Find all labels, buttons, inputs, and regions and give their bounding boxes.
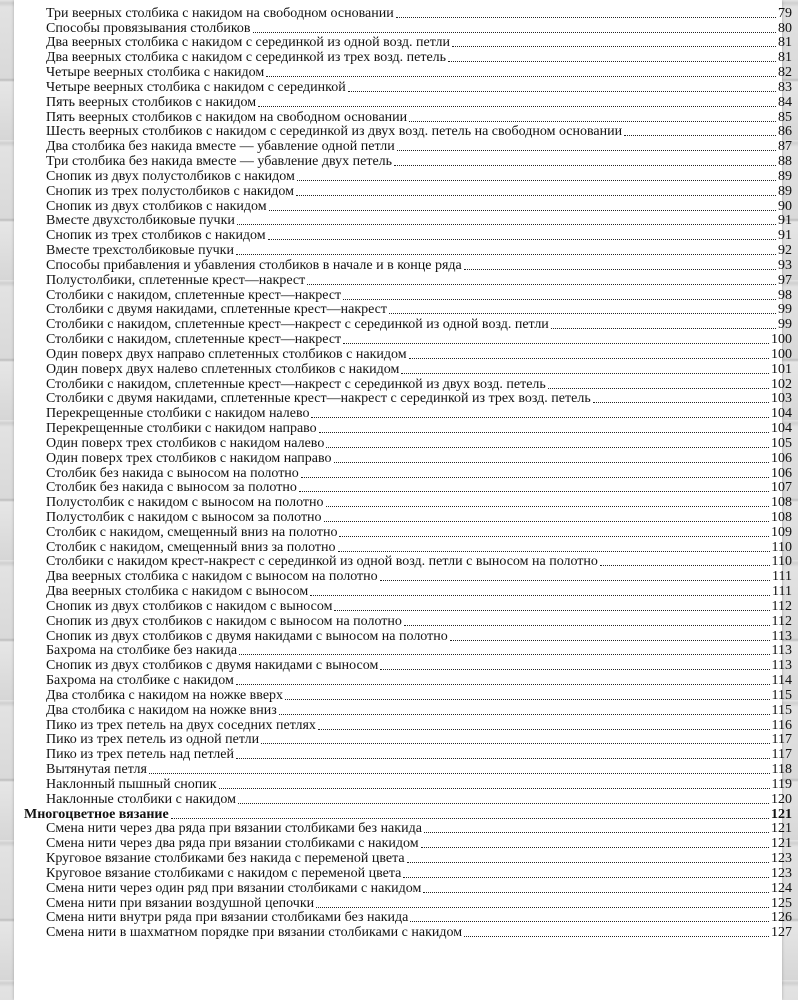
toc-entry[interactable] — [46, 822, 792, 837]
toc-entry-page: 113 — [771, 643, 792, 659]
toc-entry-page: 79 — [778, 5, 792, 21]
toc-entry-title: Столбик с накидом, смещенный вниз за полотно — [46, 539, 336, 555]
dot-leader — [258, 105, 776, 107]
toc-entry[interactable] — [46, 214, 792, 229]
toc-entry-title: Бахрома на столбике с накидом — [46, 673, 234, 689]
toc-entry-title: Снопик из двух столбиков с накидом с выносом — [46, 598, 333, 614]
dot-leader — [239, 653, 769, 655]
dot-leader — [316, 906, 769, 908]
toc-entry-page: 99 — [778, 317, 792, 333]
toc-entry-page: 108 — [771, 509, 792, 525]
dot-leader — [409, 120, 776, 122]
dot-leader — [253, 31, 776, 33]
toc-entry[interactable] — [46, 288, 792, 303]
toc-entry-title: Столбики с накидом, сплетенные крест—накрест — [46, 332, 342, 348]
dot-leader — [319, 431, 769, 433]
dot-leader — [551, 327, 776, 329]
toc-entry-title: Два столбика с накидом на ножке вверх — [46, 687, 284, 703]
dot-leader — [348, 90, 776, 92]
toc-entry-page: 87 — [778, 139, 792, 155]
toc-entry-title: Два столбика без накида вместе — убавление одной петли — [46, 139, 395, 155]
toc-entry-page: 121 — [771, 821, 792, 837]
toc-entry-title: Вместе двухстолбиковые пучки — [46, 213, 235, 229]
toc-entry-page: 101 — [771, 361, 792, 377]
toc-entry-title: Смена нити при вязании воздушной цепочки — [46, 895, 315, 911]
toc-entry-title: Наклонный пышный снопик — [46, 776, 217, 792]
toc-entry[interactable] — [46, 184, 792, 199]
dot-leader — [421, 846, 769, 848]
toc-entry[interactable] — [46, 406, 792, 421]
toc-entry[interactable] — [46, 21, 792, 36]
dot-leader — [389, 312, 776, 314]
dot-leader — [410, 920, 769, 922]
toc-entry-page: 124 — [771, 880, 792, 896]
toc-entry-title: Вместе трехстолбиковые пучки — [46, 243, 234, 259]
toc-entry-title: Смена нити через два ряда при вязании столбиками с накидом — [46, 836, 419, 852]
dot-leader — [424, 831, 769, 833]
toc-entry[interactable] — [46, 644, 792, 659]
toc-entry-page: 109 — [771, 524, 792, 540]
toc-entry[interactable] — [46, 866, 792, 881]
dot-leader — [396, 16, 776, 18]
toc-entry-title: Полустолбик с накидом с выносом на полотно — [46, 495, 324, 511]
toc-entry[interactable] — [46, 614, 792, 629]
toc-entry[interactable] — [46, 747, 792, 762]
toc-entry[interactable] — [46, 525, 792, 540]
toc-entry-title: Два веерных столбика с накидом с серединкой из одной возд. петли — [46, 35, 450, 51]
dot-leader — [593, 401, 769, 403]
toc-entry-page: 102 — [771, 376, 792, 392]
dot-leader — [301, 476, 769, 478]
toc-entry[interactable] — [46, 495, 792, 510]
toc-entry-title: Два веерных столбика с накидом с серединкой из трех возд. петель — [46, 50, 447, 66]
toc-entry-title: Два веерных столбика с накидом с выносом на полотно — [46, 569, 378, 585]
toc-entry-page: 104 — [771, 406, 792, 422]
dot-leader — [279, 713, 770, 715]
toc-entry-title: Снопик из трех полустолбиков с накидом — [46, 183, 294, 199]
toc-entry-title: Снопик из двух столбиков с двумя накидами с выносом на полотно — [46, 628, 448, 644]
dot-leader — [450, 639, 770, 641]
dot-leader — [324, 520, 769, 522]
dot-leader — [403, 876, 769, 878]
toc-entry[interactable] — [46, 792, 792, 807]
toc-entry-title: Столбик без накида с выносом на полотно — [46, 465, 299, 481]
toc-entry-title: Три столбика без накида вместе — убавление двух петель — [46, 154, 393, 170]
toc-entry[interactable] — [46, 347, 792, 362]
toc-entry-page: 117 — [771, 732, 792, 748]
dot-leader — [311, 416, 769, 418]
toc-entry[interactable] — [46, 911, 792, 926]
toc-entry-page: 112 — [771, 598, 792, 614]
toc-entry-page: 93 — [778, 257, 792, 273]
toc-entry-title: Столбики с двумя накидами, сплетенные крест—накрест с серединкой из трех возд. петель — [46, 391, 591, 407]
toc-entry-title: Шесть веерных столбиков с накидом с серединкой из двух возд. петель на свободном основании — [46, 124, 623, 140]
toc-entry[interactable] — [46, 777, 792, 792]
toc-entry-title: Пять веерных столбиков с накидом на свободном основании — [46, 109, 408, 125]
dot-leader — [261, 742, 769, 744]
toc-entry[interactable] — [46, 836, 792, 851]
toc-entry-title: Столбики с накидом, сплетенные крест—накрест с серединкой из одной возд. петли — [46, 317, 549, 333]
dot-leader — [307, 283, 776, 285]
dot-leader — [326, 446, 769, 448]
dot-leader — [171, 817, 769, 819]
toc-entry-page: 83 — [778, 79, 792, 95]
toc-entry[interactable] — [46, 199, 792, 214]
dot-leader — [394, 164, 776, 166]
toc-entry-page: 108 — [771, 495, 792, 511]
toc-entry[interactable] — [46, 362, 792, 377]
dot-leader — [334, 461, 769, 463]
toc-entry[interactable] — [46, 6, 792, 21]
toc-entry-page: 82 — [778, 65, 792, 81]
toc-entry[interactable] — [46, 95, 792, 110]
dot-leader — [464, 935, 769, 937]
toc-entry[interactable] — [46, 65, 792, 80]
toc-entry[interactable] — [46, 436, 792, 451]
dot-leader — [338, 550, 770, 552]
toc-entry-page: 91 — [778, 213, 792, 229]
toc-entry-page: 89 — [778, 183, 792, 199]
toc-entry-title: Снопик из двух столбиков с накидом с выносом на полотно — [46, 613, 402, 629]
dot-leader — [409, 357, 769, 359]
dot-leader — [326, 505, 769, 507]
toc-entry-title: Три веерных столбика с накидом на свободном основании — [46, 5, 394, 21]
toc-entry-page: 125 — [771, 895, 792, 911]
toc-entry-page: 127 — [771, 925, 792, 941]
toc-entry[interactable] — [46, 896, 792, 911]
toc-entry-title: Один поверх двух направо сплетенных столбиков с накидом — [46, 346, 407, 362]
toc-entry[interactable] — [46, 881, 792, 896]
dot-leader — [380, 579, 770, 581]
toc-entry-title: Смена нити внутри ряда при вязании столбиками без накида — [46, 910, 409, 926]
toc-entry-page: 112 — [771, 613, 792, 629]
toc-entry[interactable] — [46, 377, 792, 392]
toc-entry-title: Пико из трех петель из одной петли — [46, 732, 260, 748]
toc-entry-page: 86 — [778, 124, 792, 140]
toc-entry-page: 98 — [778, 287, 792, 303]
toc-entry-page: 121 — [771, 836, 792, 852]
toc-entry-title: Круговое вязание столбиками с накидом с переменой цвета — [46, 865, 402, 881]
toc-entry-title: Способы провязывания столбиков — [46, 20, 251, 36]
dot-leader — [269, 209, 776, 211]
toc-entry-page: 115 — [771, 687, 792, 703]
toc-entry-title: Столбики с накидом, сплетенные крест—накрест — [46, 287, 342, 303]
toc-entry[interactable] — [46, 110, 792, 125]
toc-entry-title: Столбик без накида с выносом за полотно — [46, 480, 297, 496]
toc-entry[interactable] — [46, 762, 792, 777]
toc-entry-page: 89 — [778, 168, 792, 184]
dot-leader — [318, 728, 770, 730]
toc-entry-page: 111 — [772, 584, 792, 600]
dot-leader — [452, 45, 776, 47]
dot-leader — [296, 194, 776, 196]
toc-entry-page: 110 — [771, 554, 792, 570]
toc-entry-title: Полустолбики, сплетенные крест—накрест — [46, 272, 306, 288]
toc-entry-title: Один поверх двух налево сплетенных столбиков с накидом — [46, 361, 400, 377]
toc-entry-page: 91 — [778, 228, 792, 244]
toc-entry[interactable] — [46, 243, 792, 258]
toc-entry-page: 121 — [771, 806, 792, 822]
toc-entry[interactable] — [46, 80, 792, 95]
toc-entry-page: 123 — [771, 865, 792, 881]
toc-entry[interactable] — [46, 332, 792, 347]
toc-entry[interactable] — [46, 303, 792, 318]
toc-entry[interactable] — [46, 466, 792, 481]
toc-entry-title: Столбик с накидом, смещенный вниз на полотно — [46, 524, 338, 540]
toc-entry-title: Снопик из двух столбиков с двумя накидами с выносом — [46, 658, 379, 674]
toc-entry-page: 120 — [771, 791, 792, 807]
dot-leader — [285, 698, 769, 700]
dot-leader — [149, 772, 770, 774]
table-of-contents — [24, 5, 792, 941]
toc-entry[interactable] — [46, 258, 792, 273]
dot-leader — [339, 535, 769, 537]
toc-entry[interactable] — [46, 228, 792, 243]
toc-entry-title: Многоцветное вязание — [24, 806, 169, 822]
dot-leader — [219, 787, 770, 789]
toc-entry-page: 126 — [771, 910, 792, 926]
toc-entry[interactable] — [46, 658, 792, 673]
toc-entry-title: Пять веерных столбиков с накидом — [46, 94, 257, 110]
toc-entry-page: 80 — [778, 20, 792, 36]
dot-leader — [448, 60, 776, 62]
dot-leader — [268, 238, 776, 240]
toc-entry-title: Пико из трех петель над петлей — [46, 747, 234, 763]
toc-entry[interactable] — [46, 510, 792, 525]
toc-entry[interactable] — [46, 718, 792, 733]
toc-entry-title: Столбики с накидом крест-накрест с серединкой из одной возд. петли с выносом на полотно — [46, 554, 598, 570]
toc-entry-page: 106 — [771, 465, 792, 481]
toc-entry[interactable] — [46, 139, 792, 154]
toc-entry-page: 116 — [771, 717, 792, 733]
toc-entry[interactable] — [46, 392, 792, 407]
toc-entry[interactable] — [46, 629, 792, 644]
dot-leader — [401, 372, 769, 374]
toc-entry-page: 105 — [771, 435, 792, 451]
toc-entry[interactable] — [46, 169, 792, 184]
toc-entry-title: Столбики с двумя накидами, сплетенные крест—накрест — [46, 302, 388, 318]
dot-leader — [548, 387, 769, 389]
toc-entry-page: 81 — [778, 50, 792, 66]
toc-entry-page: 113 — [771, 658, 792, 674]
toc-entry[interactable] — [46, 50, 792, 65]
toc-entry-title: Смена нити через один ряд при вязании столбиками с накидом — [46, 880, 422, 896]
dot-leader — [236, 253, 776, 255]
dot-leader — [404, 624, 770, 626]
document-page — [14, 0, 792, 1000]
toc-entry-page: 84 — [778, 94, 792, 110]
toc-entry-page: 111 — [772, 569, 792, 585]
toc-entry[interactable] — [46, 451, 792, 466]
toc-entry[interactable] — [46, 125, 792, 140]
toc-entry-title: Наклонные столбики с накидом — [46, 791, 237, 807]
toc-entry-page: 118 — [771, 762, 792, 778]
toc-entry-page: 123 — [771, 851, 792, 867]
dot-leader — [237, 223, 776, 225]
toc-entry-title: Снопик из двух полустолбиков с накидом — [46, 168, 295, 184]
toc-entry-page: 99 — [778, 302, 792, 318]
dot-leader — [297, 179, 776, 181]
toc-entry[interactable] — [46, 569, 792, 584]
dot-leader — [299, 490, 769, 492]
toc-entry[interactable] — [46, 703, 792, 718]
toc-entry-page: 104 — [771, 421, 792, 437]
dot-leader — [266, 75, 776, 77]
toc-entry-title: Бахрома на столбике без накида — [46, 643, 238, 659]
toc-entry-page: 100 — [771, 332, 792, 348]
toc-entry-page: 114 — [771, 673, 792, 689]
toc-entry-title: Снопик из трех столбиков с накидом — [46, 228, 266, 244]
dot-leader — [600, 564, 770, 566]
toc-entry-title: Один поверх трех столбиков с накидом налево — [46, 435, 325, 451]
dot-leader — [236, 683, 770, 685]
toc-entry[interactable] — [46, 421, 792, 436]
toc-entry-title: Четыре веерных столбика с накидом с серединкой — [46, 79, 346, 95]
toc-entry-title: Вытянутая петля — [46, 762, 147, 778]
toc-section-heading[interactable] — [24, 807, 792, 822]
toc-entry-title: Перекрещенные столбики с накидом направо — [46, 421, 317, 437]
dot-leader — [397, 149, 776, 151]
dot-leader — [464, 268, 776, 270]
toc-entry-page: 103 — [771, 391, 792, 407]
toc-entry-page: 117 — [771, 747, 792, 763]
toc-entry-title: Смена нити через два ряда при вязании столбиками без накида — [46, 821, 422, 837]
toc-entry[interactable] — [46, 851, 792, 866]
toc-entry-title: Два веерных столбика с накидом с выносом — [46, 584, 309, 600]
dot-leader — [343, 298, 776, 300]
toc-entry-page: 88 — [778, 154, 792, 170]
toc-entry-page: 119 — [771, 776, 792, 792]
toc-entry-title: Полустолбик с накидом с выносом за полотно — [46, 509, 322, 525]
toc-entry[interactable] — [46, 925, 792, 940]
toc-entry-title: Снопик из двух столбиков с накидом — [46, 198, 267, 214]
toc-entry[interactable] — [46, 273, 792, 288]
toc-entry-page: 85 — [778, 109, 792, 125]
toc-entry-page: 110 — [771, 539, 792, 555]
toc-entry[interactable] — [46, 599, 792, 614]
toc-entry-page: 97 — [778, 272, 792, 288]
toc-entry[interactable] — [46, 540, 792, 555]
dot-leader — [236, 757, 770, 759]
toc-entry-title: Пико из трех петель на двух соседних петлях — [46, 717, 316, 733]
toc-entry-title: Перекрещенные столбики с накидом налево — [46, 406, 310, 422]
toc-entry-page: 107 — [771, 480, 792, 496]
toc-entry[interactable] — [46, 673, 792, 688]
toc-entry[interactable] — [46, 481, 792, 496]
dot-leader — [423, 891, 769, 893]
toc-entry[interactable] — [46, 555, 792, 570]
toc-entry-page: 90 — [778, 198, 792, 214]
toc-entry[interactable] — [46, 36, 792, 51]
toc-entry[interactable] — [46, 733, 792, 748]
dot-leader — [238, 802, 769, 804]
toc-entry-page: 81 — [778, 35, 792, 51]
toc-entry-page: 115 — [771, 702, 792, 718]
dot-leader — [334, 609, 769, 611]
toc-entry-page: 92 — [778, 243, 792, 259]
toc-entry-title: Круговое вязание столбиками без накида с переменой цвета — [46, 851, 405, 867]
toc-entry-title: Один поверх трех столбиков с накидом направо — [46, 450, 332, 466]
dot-leader — [624, 134, 776, 136]
dot-leader — [380, 668, 769, 670]
toc-entry-title: Способы прибавления и убавления столбиков в начале и в конце ряда — [46, 257, 462, 273]
dot-leader — [343, 342, 769, 344]
toc-entry-title: Два столбика с накидом на ножке вниз — [46, 702, 277, 718]
toc-entry-title: Столбики с накидом, сплетенные крест—накрест с серединкой из двух возд. петель — [46, 376, 546, 392]
toc-entry-page: 100 — [771, 346, 792, 362]
toc-entry[interactable] — [46, 584, 792, 599]
dot-leader — [310, 594, 770, 596]
toc-entry-page: 106 — [771, 450, 792, 466]
toc-entry[interactable] — [46, 688, 792, 703]
toc-entry[interactable] — [46, 154, 792, 169]
toc-entry-title: Смена нити в шахматном порядке при вязании столбиками с накидом — [46, 925, 463, 941]
toc-entry[interactable] — [46, 317, 792, 332]
toc-entry-title: Четыре веерных столбика с накидом — [46, 65, 265, 81]
dot-leader — [407, 861, 769, 863]
toc-entry-page: 113 — [771, 628, 792, 644]
